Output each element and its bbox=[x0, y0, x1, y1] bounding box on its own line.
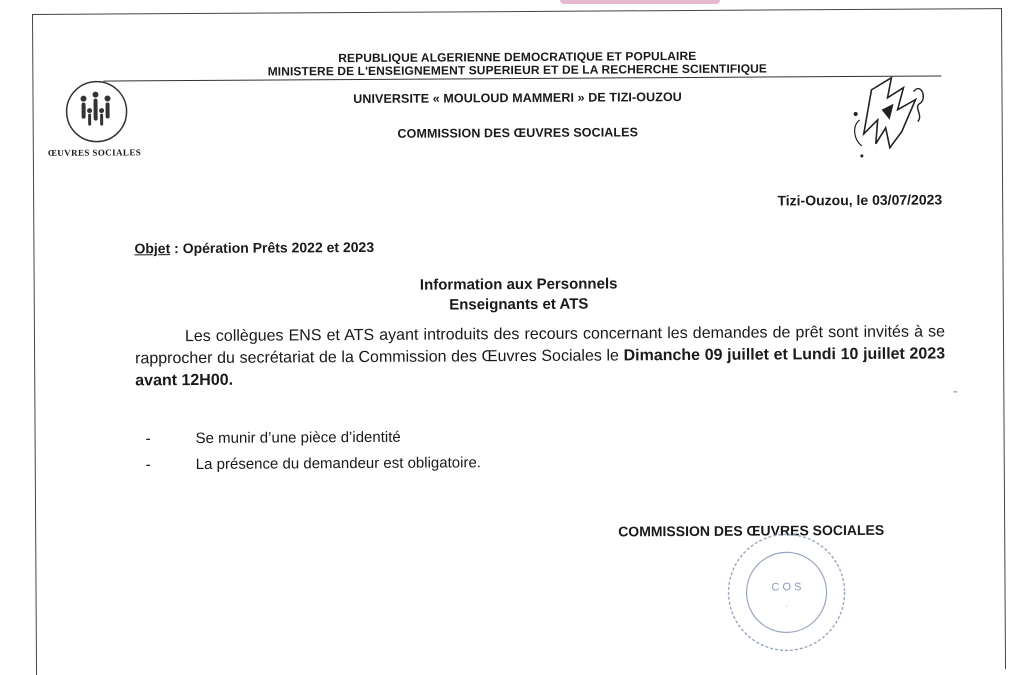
bullet-text: La présence du demandeur est obligatoire. bbox=[195, 454, 482, 474]
scan-smudge bbox=[560, 0, 720, 4]
header-university: UNIVERSITE « MOULOUD MAMMERI » DE TIZI-OUZOU bbox=[353, 90, 682, 107]
university-logo-icon bbox=[841, 69, 937, 175]
body-dates: Dimanche 09 juillet et Lundi 10 juillet 2023 avant 12H00. bbox=[135, 345, 946, 390]
header-commission: COMMISSION DES ŒUVRES SOCIALES bbox=[397, 125, 639, 141]
header-republic: REPUBLIQUE ALGERIENNE DEMOCRATIQUE ET POPULAIRE bbox=[338, 48, 697, 66]
bullet-marker: - bbox=[145, 456, 151, 474]
signature-block: COMMISSION DES ŒUVRES SOCIALES bbox=[618, 521, 885, 540]
info-title-line2: Enseignants et ATS bbox=[449, 295, 589, 314]
logo-caption: ŒUVRES SOCIALES bbox=[47, 147, 142, 158]
scan-mark bbox=[953, 391, 957, 392]
info-title-line1: Information aux Personnels bbox=[419, 275, 618, 294]
list-item bbox=[146, 454, 481, 473]
bullet-marker: - bbox=[145, 430, 151, 448]
svg-text:C O S: C O S bbox=[771, 581, 802, 594]
list-item bbox=[146, 429, 401, 448]
body-text: Les collègues ENS et ATS ayant introduits des recours concernant les demandes de prêt sont invités à se rapprocher du secrétariat de la Commission des Œuvres Sociales le bbox=[135, 323, 946, 368]
header-ministry: MINISTERE DE L'ENSEIGNEMENT SUPERIEUR ET DE LA RECHERCHE SCIENTIFIQUE bbox=[267, 61, 768, 79]
official-stamp-icon bbox=[722, 528, 851, 662]
subject-separator: : bbox=[170, 240, 183, 257]
bullet-text: Se munir d’une pièce d’identité bbox=[195, 428, 401, 448]
document-page bbox=[32, 8, 1006, 675]
subject-label: Objet bbox=[134, 240, 171, 257]
subject-text: Opération Prêts 2022 et 2023 bbox=[182, 238, 375, 257]
oeuvres-sociales-logo-icon bbox=[61, 76, 131, 151]
document-date: Tizi-Ouzou, le 03/07/2023 bbox=[777, 191, 943, 209]
subject-line bbox=[134, 239, 374, 256]
svg-text:.: . bbox=[785, 599, 788, 609]
body-paragraph bbox=[135, 321, 945, 392]
